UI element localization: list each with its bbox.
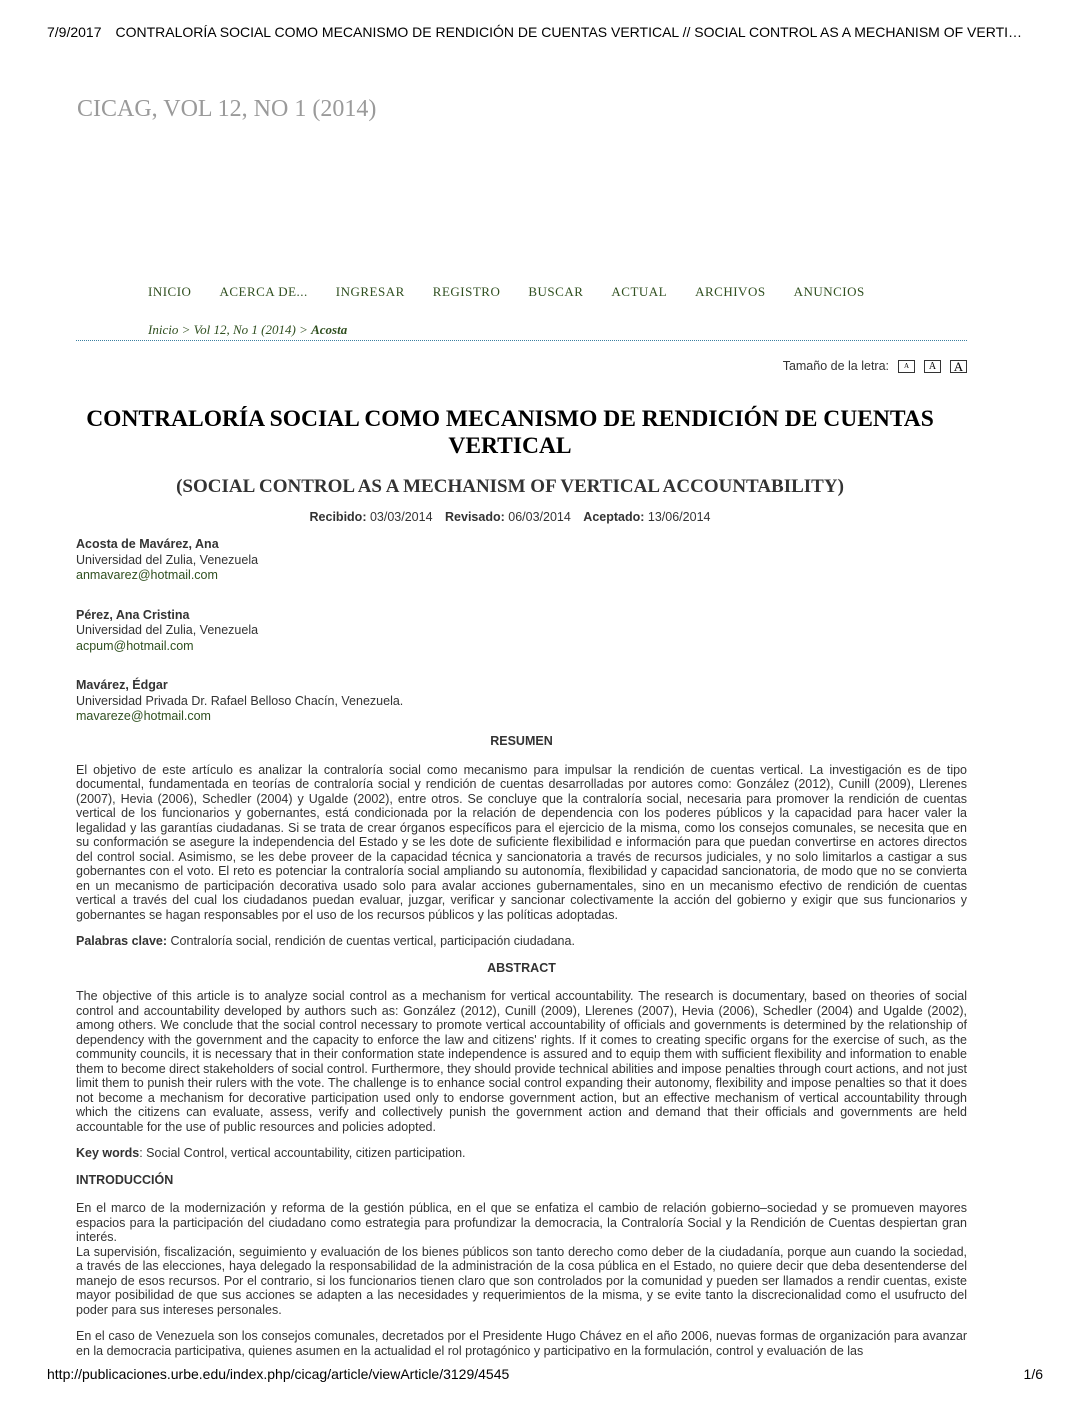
author-name: Acosta de Mavárez, Ana bbox=[76, 537, 219, 551]
key-words-label: Key words bbox=[76, 1146, 140, 1160]
intro-paragraph: La supervisión, fiscalización, seguimiento y evaluación de los bienes públicos son tanto derecho como deber de la ciudadanía, porque aun cuando la sociedad, a través de las elecciones, haya delegado la responsabilidad de la administración de la cosa pública en el Estado, no quiere decir que deba desentenderse del manejo de esos recursos. Por el contrario, si los funcionarios tienen claro que son controlados por la comunidad y pueden ser llamados a rendir cuentas, existe mayor posibilidad de que sus acciones se adapten a las necesidades y requerimientos de la misma, y se evite tanto la discrecionalidad como el usufructo del poder para sus intereses personales. bbox=[76, 1244, 967, 1317]
print-url: http://publicaciones.urbe.edu/index.php/cicag/article/viewArticle/3129/4545 bbox=[47, 1366, 510, 1382]
author-name: Pérez, Ana Cristina bbox=[76, 607, 190, 622]
accepted-label: Aceptado: bbox=[583, 510, 645, 524]
author-email[interactable]: acpum@hotmail.com bbox=[76, 638, 194, 653]
author-affiliation: Universidad del Zulia, Venezuela bbox=[76, 623, 259, 637]
author-email[interactable]: anmavarez@hotmail.com bbox=[76, 568, 218, 582]
font-size-control bbox=[783, 359, 967, 373]
font-size-medium-button[interactable]: A bbox=[924, 360, 941, 373]
author-affiliation: Universidad del Zulia, Venezuela bbox=[76, 552, 259, 567]
breadcrumb-home[interactable]: Inicio bbox=[148, 322, 179, 337]
nav-inicio[interactable]: INICIO bbox=[148, 284, 192, 299]
key-words bbox=[76, 1146, 967, 1161]
header-divider bbox=[76, 340, 967, 341]
main-nav bbox=[148, 284, 893, 300]
author-entry bbox=[76, 678, 403, 725]
breadcrumb-issue[interactable]: Vol 12, No 1 (2014) bbox=[193, 322, 296, 337]
print-footer bbox=[47, 1366, 1043, 1382]
resumen-heading: RESUMEN bbox=[490, 734, 553, 748]
print-doc-title: CONTRALORÍA SOCIAL COMO MECANISMO DE RENDICIÓN DE CUENTAS VERTICAL // SOCIAL CONTROL AS A MECHANISM OF VERTI… bbox=[115, 24, 1023, 40]
print-page-number: 1/6 bbox=[1023, 1366, 1043, 1382]
font-size-large-button[interactable]: A bbox=[950, 360, 967, 373]
font-size-label: Tamaño de la letra: bbox=[782, 359, 889, 373]
palabras-clave-text: Contraloría social, rendición de cuentas vertical, participación ciudadana. bbox=[167, 934, 575, 948]
intro-paragraph: En el caso de Venezuela son los consejos comunales, decretados por el Presidente Hugo Chávez en el año 2006, nuevas formas de organización para avanzar en la democracia participativa, quienes asumen en la actualidad el rol protagónico y participativo en la formulación, control y evaluación de las bbox=[76, 1329, 967, 1358]
article-dates bbox=[76, 510, 944, 524]
article-subtitle: (SOCIAL CONTROL AS A MECHANISM OF VERTICAL ACCOUNTABILITY) bbox=[176, 476, 844, 497]
nav-actual[interactable]: ACTUAL bbox=[611, 284, 668, 299]
author-list bbox=[76, 537, 403, 749]
revised-label: Revisado: bbox=[445, 510, 505, 524]
article-body bbox=[76, 734, 967, 1370]
received-date: 03/03/2014 bbox=[369, 510, 433, 524]
palabras-clave-label: Palabras clave: bbox=[76, 934, 168, 948]
accepted-date: 13/06/2014 bbox=[647, 510, 711, 524]
author-entry bbox=[76, 537, 403, 584]
print-header bbox=[47, 24, 1047, 40]
nav-acerca-de[interactable]: ACERCA DE... bbox=[219, 284, 308, 299]
breadcrumb bbox=[148, 322, 347, 338]
article-title: CONTRALORÍA SOCIAL COMO MECANISMO DE RENDICIÓN DE CUENTAS VERTICAL bbox=[86, 406, 934, 459]
abstract-heading: ABSTRACT bbox=[487, 960, 556, 975]
palabras-clave bbox=[76, 934, 967, 949]
font-size-small-button[interactable]: A bbox=[898, 360, 915, 373]
print-date: 7/9/2017 bbox=[47, 24, 102, 40]
intro-paragraph: En el marco de la modernización y reforma de la gestión pública, en el que se enfatiza el cambio de relación gobierno–sociedad y se promueven mayores espacios para la participación del ciudadano como estrategia para profundizar la democracia, la Contraloría Social y la Rendición de Cuentas despiertan gran interés. bbox=[76, 1201, 967, 1244]
journal-title[interactable]: CICAG, VOL 12, NO 1 (2014) bbox=[77, 96, 377, 122]
nav-registro[interactable]: REGISTRO bbox=[432, 284, 501, 299]
author-email[interactable]: mavareze@hotmail.com bbox=[76, 709, 211, 723]
author-affiliation: Universidad Privada Dr. Rafael Belloso Chacín, Venezuela. bbox=[76, 693, 404, 708]
nav-buscar[interactable]: BUSCAR bbox=[528, 284, 584, 299]
key-words-text: : Social Control, vertical accountability, citizen participation. bbox=[139, 1146, 466, 1160]
revised-date: 06/03/2014 bbox=[508, 510, 571, 524]
nav-ingresar[interactable]: INGRESAR bbox=[335, 284, 405, 299]
received-label: Recibido: bbox=[309, 510, 367, 524]
author-name: Mavárez, Édgar bbox=[76, 678, 168, 692]
intro-heading: INTRODUCCIÓN bbox=[76, 1172, 174, 1187]
author-entry bbox=[76, 608, 403, 655]
breadcrumb-current[interactable]: Acosta bbox=[311, 322, 348, 337]
abstract-text: The objective of this article is to analyze social control as a mechanism for vertical accountability. The research is documentary, based on theories of social control and accountability developed by authors such as: González (2012), Cunill (2009), Llerenes (2007), Hevia (2006), Schedler (2004) and Ugalde (2002), among others. We conclude that the social control necessary to promote vertical accountability of officials and governments is determined by the relationship of dependency with the government and the capacity to enforce the law and citizens' rights. If it comes to creating specific organs for the exercise of such, as the community councils, it is necessary that in their conformation state independence is assured and to equip them with sufficient flexibility and information to enable them to become direct stakeholders of social control. Furthermore, they should provide technical abilities and impose penalties through court actions, and not just limit them to punish their rulers with the vote. The challenge is to enhance social control expanding their autonomy, flexibility and impose penalties so that it does not become a mechanism for decorative participation used only to endorse government action, but an effective mechanism of vertical accountability through which the citizens can evaluate, assess, verify and collectively punish the government action and demand that their officials and governments are held accountable for the use of public resources and policies adopted. bbox=[76, 989, 967, 1134]
breadcrumb-separator: > bbox=[299, 322, 308, 337]
nav-anuncios[interactable]: ANUNCIOS bbox=[793, 284, 865, 299]
nav-archivos[interactable]: ARCHIVOS bbox=[695, 284, 766, 299]
breadcrumb-separator: > bbox=[181, 322, 191, 337]
resumen-text: El objetivo de este artículo es analizar la contraloría social como mecanismo para impulsar la rendición de cuentas vertical. La investigación es de tipo documental, fundamentada en teorías de contraloría social y rendición de cuentas desarrolladas por autores como: González (2012), Cunill (2009), Llerenes (2007), Hevia (2006), Schedler (2004) y Ugalde (2002), entre otros. Se concluye que la contraloría social, necesaria para promover la rendición de cuentas vertical de los funcionarios y gobernantes, está condicionada por la relación de dependencia con los poderes públicos y la capacidad para hacer valer la legalidad y las garantías ciudadanas. Si se trata de crear órganos específicos para el ejercicio de la misma, como los consejos comunales, se necesita que en su conformación se asegure la independencia del Estado y se les dote de suficiente flexibilidad e información para que puedan convertirse en actores directos del control social. Asimismo, se les debe proveer de la capacidad técnica y sancionatoria a través de recursos judiciales, y no solo limitarlos a castigar a sus gobernantes con el voto. El reto es potenciar la contraloría social ampliando su autonomía, flexibilidad y capacidad sancionatoria, de modo que no se convierta en un mecanismo de participación decorativa usado solo para avalar acciones gubernamentales, sino en un mecanismo efectivo de rendición de cuentas vertical a través del cual los ciudadanos puedan evaluar, juzgar, verificar y sancionar colectivamente la acción del gobierno y exigir que sus funcionarios y gobernantes se hagan responsables por el uso de los recursos públicos y las políticas adoptadas. bbox=[76, 762, 967, 922]
